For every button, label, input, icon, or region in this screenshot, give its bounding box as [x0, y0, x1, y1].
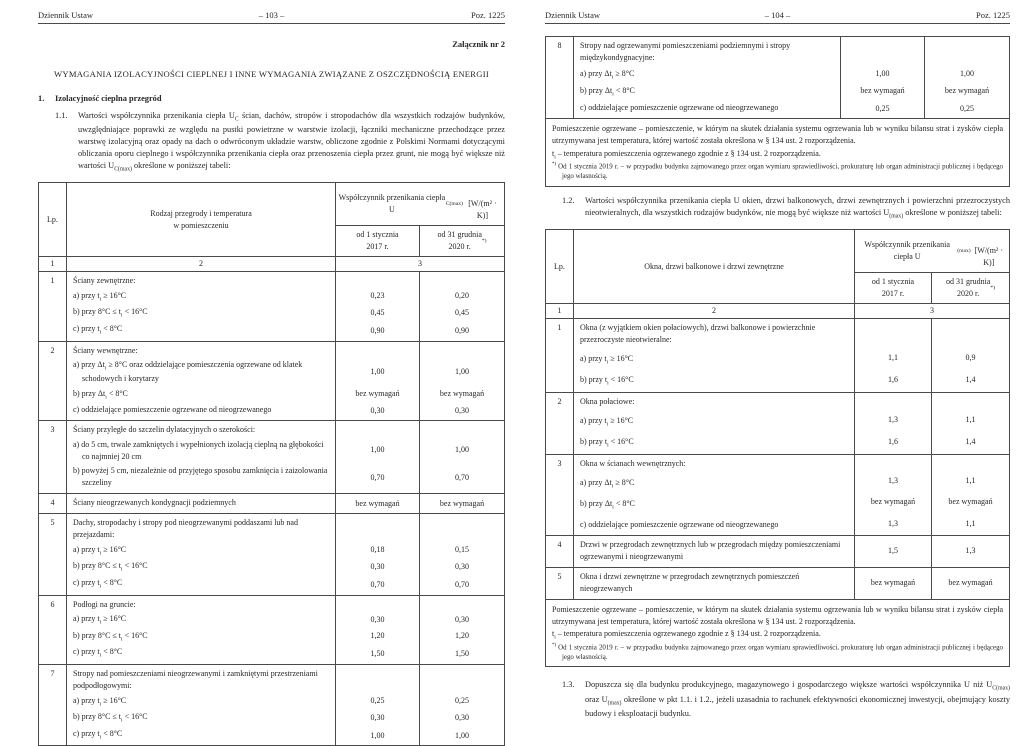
note-line: Pomieszczenie ogrzewane – pomieszczenie, w którym na skutek działania systemu ogrzewania lub w wyniku bilansu strat i zysków ciepła utrzymywana jest temperatura, której wartość została określona w § 134 ust. 2 rozporządzenia. [552, 124, 1003, 146]
value-2020-cell: 0,30 [455, 614, 469, 624]
value-2017-cell [855, 393, 932, 409]
attachment-label: Załącznik nr 2 [452, 39, 505, 49]
value-2017-cell: 1,00 [336, 358, 420, 386]
footnote-2019: *) Od 1 stycznia 2019 r. – w przypadku budynku zajmowanego przez organ wymiaru sprawiedliwości, prokuraturę lub organ administracji publicznej i będącego jego własnością. [552, 162, 1003, 181]
value-2017-cell [336, 421, 420, 437]
row-text-cell: b) przy $\Delta t_i < 8^\circ C$ [574, 82, 841, 99]
value-2017-cell: 0,70 [336, 575, 420, 594]
value-2017-cell: 1,00 [336, 437, 420, 464]
row-number-cell: 5 [39, 514, 67, 594]
row-text-cell: Podłogi na gruncie: [67, 596, 336, 612]
table-row [39, 271, 504, 340]
section-number: 1. [38, 94, 45, 103]
value-2020-cell: 1,50 [455, 649, 469, 659]
table-row [39, 513, 504, 594]
value-2020-cell: bez wymagań [439, 498, 485, 508]
row-text-cell: a) do 5 cm, trwale zamkniętych i wypełnionych izolacją cieplną na głębokości co najmniej 20 cm [67, 437, 336, 464]
value-2017-cell [336, 342, 420, 358]
value-2020-cell: 1,00 [455, 366, 469, 376]
value-2020-cell: bez wymagań [948, 497, 993, 507]
row-text-cell: c) przy $t_i < 8^\circ C$ [67, 726, 336, 745]
value-2017-cell: 0,18 [336, 542, 420, 558]
value-2017-cell: 1,50 [336, 645, 420, 664]
row-text-cell: a) przy $\Delta t_i \ge 8^\circ C$ [574, 471, 855, 492]
value-2020-cell: bez wymagań [948, 578, 993, 588]
value-2017-cell: bez wymagań [841, 82, 925, 99]
row-text-cell: b) przy $\Delta t_i < 8^\circ C$ [574, 492, 855, 513]
lp-header-cell: Lp. [39, 183, 67, 256]
column-number-cell: 3 [418, 259, 422, 269]
row-text-cell: a) przy $t_i \ge 16^\circ C$ [574, 347, 855, 368]
column-number-cell: 2 [574, 304, 855, 318]
date-col-2017-cell: od 1 stycznia 2017 r. [855, 273, 932, 303]
table-notes [546, 599, 1009, 667]
value-2017-cell: 1,00 [841, 65, 925, 82]
value-2017-cell [841, 37, 925, 65]
value-2017-cell [336, 272, 420, 288]
page-104 [512, 0, 1024, 718]
value-2020-cell [420, 421, 504, 437]
column-number-cell: 1 [39, 257, 67, 271]
row-text-cell: c) przy $t_i < 8^\circ C$ [67, 645, 336, 664]
row-number-cell: 2 [546, 393, 574, 454]
row-number-cell: 3 [39, 421, 67, 493]
value-2017-cell: 1,20 [336, 628, 420, 644]
row-text-cell: Ściany zewnętrzne: [67, 272, 336, 288]
table-row [39, 664, 504, 745]
row-text-cell: c) oddzielające pomieszczenie ogrzewane od nieogrzewanego [67, 403, 336, 421]
position-number: Poz. 1225 [471, 10, 505, 20]
row-number-cell: 1 [546, 319, 574, 392]
value-2017-cell: 0,70 [336, 464, 420, 494]
value-2020-cell: 0,30 [455, 561, 469, 571]
section-title: Izolacyjność cieplna przegród [55, 94, 162, 103]
row-text-cell: a) przy $t_i \ge 16^\circ C$ [67, 542, 336, 558]
row-text-cell: c) przy $t_i < 8^\circ C$ [67, 321, 336, 340]
footnote-2019: *) Od 1 stycznia 2019 r. – w przypadku budynku zajmowanego przez organ wymiaru sprawiedliwości, prokuraturę lub organ administracji publicznej i będącego jego własnością. [552, 642, 1003, 661]
value-2017-cell: 0,23 [336, 288, 420, 304]
desc-header-cell: Rodzaj przegrody i temperatura w pomieszczeniu [67, 183, 336, 256]
value-2020-cell [420, 514, 504, 542]
value-2020-cell: 0,25 [455, 696, 469, 706]
paragraph-text: Wartości współczynnika przenikania ciepła $U_C$ ścian, dachów, stropów i stropodachów dla wszystkich rodzajów budynków, uwzględniające poprawki ze względu na pustki powietrzne w warstwie izolacji, łączniki mechaniczne przechodzące przez warstwę izolacyjną oraz opady na dach o odwróconym układzie warstw, obliczone zgodnie z Polskimi Normami dotyczącymi obliczania oporu cieplnego i współczynnika przenikania ciepła oraz przenoszenia ciepła przez grunt, nie mogą być większe niż wartości $U_{C(max)}$ określone w poniższej tabeli: [78, 111, 506, 173]
table-row [39, 493, 504, 513]
row-text-cell: b) powyżej 5 cm, niezależnie od przyjętego sposobu zamknięcia i zaizolowania szczeliny [67, 464, 336, 494]
row-text-cell: Ściany przyległe do szczelin dylatacyjnych o szerokości: [67, 421, 336, 437]
row-number-cell: 8 [546, 37, 574, 118]
value-2020-cell: 0,45 [455, 307, 469, 317]
column-number-cell: 2 [67, 257, 336, 271]
value-2020-cell [932, 393, 1009, 409]
value-2020-cell [420, 665, 504, 693]
row-text-cell: Dachy, stropodachy i stropy pod nieogrzewanymi poddaszami lub nad przejazdami: [67, 514, 336, 542]
journal-name: Dziennik Ustaw [38, 10, 94, 20]
value-2020-cell: 1,1 [965, 518, 976, 528]
value-2020-cell [420, 272, 504, 288]
value-2017-cell: bez wymagań [336, 386, 420, 402]
value-2017-cell: 1,3 [855, 409, 932, 430]
row-text-cell: Ściany nieogrzewanych kondygnacji podziemnych [67, 494, 336, 513]
row-text-cell: a) przy $\Delta t_i \ge 8^\circ C$ oraz oddzielające pomieszczenia ogrzewane od klatek schodowych i korytarzy [67, 358, 336, 386]
desc-header-cell: Okna, drzwi balkonowe i drzwi zewnętrzne [574, 230, 855, 303]
value-2017-cell: 0,30 [336, 403, 420, 421]
paragraph-number: 1.1. [55, 111, 68, 120]
value-2017-cell: 1,3 [855, 513, 932, 535]
paragraph-1-1 [55, 110, 505, 174]
value-2017-cell: 0,30 [336, 612, 420, 628]
value-2020-cell [925, 37, 1009, 65]
table-row [546, 535, 1009, 567]
value-2017-cell: 1,3 [855, 471, 932, 492]
column-number-cell: 1 [546, 304, 574, 318]
page-header [545, 10, 1010, 24]
row-number-cell: 3 [546, 455, 574, 535]
value-2020-cell: 0,15 [455, 545, 469, 555]
document-title: WYMAGANIA IZOLACYJNOŚCI CIEPLNEJ I INNE WYMAGANIA ZWIĄZANE Z OSZCZĘDNOŚCIĄ ENERGII [54, 69, 489, 79]
date-col-2020-cell: od 31 grudnia 2020 r. *) [945, 277, 996, 299]
value-2017-cell: 1,1 [855, 347, 932, 368]
table-notes [546, 118, 1009, 186]
row-number-cell: 1 [39, 272, 67, 340]
paragraph-text: Wartości współczynnika przenikania ciepła U okien, drzwi balkonowych, drzwi zewnętrznych i powierzchni przezroczystych nieotwieralnych, dla wszystkich rodzajów budynków, nie mogą być większe niż wartości $U_{(max)}$ określone w poniższej tabeli: [585, 195, 1010, 220]
table-header-row [39, 183, 504, 256]
row-text-cell: c) oddzielające pomieszczenie ogrzewane od nieogrzewanego [574, 513, 855, 535]
position-number: Poz. 1225 [976, 10, 1010, 20]
value-2020-cell [420, 342, 504, 358]
row-text-cell: Okna i drzwi zewnętrzne w przegrodach zewnętrznych pomieszczeń nieogrzewanych [574, 568, 855, 599]
row-text-cell: b) przy $\Delta t_i < 8^\circ C$ [67, 386, 336, 402]
value-2017-cell: bez wymagań [855, 568, 932, 599]
value-2020-cell: 0,70 [455, 579, 469, 589]
value-2020-cell: bez wymagań [439, 389, 485, 399]
value-2020-cell: 1,4 [965, 375, 976, 385]
row-number-cell: 4 [546, 536, 574, 567]
value-2020-cell: 1,4 [965, 437, 976, 446]
value-2020-cell [932, 319, 1009, 347]
page-number: – 103 – [258, 10, 285, 20]
paragraph-number: 1.3. [562, 680, 575, 690]
value-2020-cell: 0,70 [455, 473, 469, 483]
row-text-cell: Okna (z wyjątkiem okien połaciowych), drzwi balkonowe i powierzchnie przezroczyste nieotwieralne: [574, 319, 855, 347]
paragraph-number: 1.2. [562, 195, 575, 205]
column-numbers-row [546, 303, 1009, 318]
row-text-cell: Okna w ścianach wewnętrznych: [574, 455, 855, 471]
note-line: $t_i$ – temperatura pomieszczenia ogrzewanego zgodnie z § 134 ust. 2 rozporządzenia. [552, 629, 821, 641]
row-number-cell: 2 [39, 342, 67, 420]
value-2017-cell: 0,45 [336, 305, 420, 321]
row-text-cell: b) przy $8^\circ C \le t_i < 16^\circ C$ [67, 305, 336, 321]
value-2017-cell [336, 514, 420, 542]
value-2020-cell: 1,3 [965, 546, 976, 556]
u-coefficient-header-cell: Współczynnik przenikania ciepła U C(max) [W/(m² · K)] [336, 183, 504, 226]
row-text-cell: a) przy $t_i \ge 16^\circ C$ [67, 693, 336, 709]
value-2017-cell: bez wymagań [855, 492, 932, 513]
row-number-cell: 6 [39, 596, 67, 664]
row-text-cell: Stropy nad ogrzewanymi pomieszczeniami podziemnymi i stropy międzykondygnacyjne: [574, 37, 841, 65]
row-text-cell: b) przy $8^\circ C \le t_i < 16^\circ C$ [67, 559, 336, 575]
value-2017-cell [855, 455, 932, 471]
value-2017-cell: 0,30 [336, 710, 420, 726]
row-text-cell: b) przy $8^\circ C \le t_i < 16^\circ C$ [67, 710, 336, 726]
paragraph-text: Dopuszcza się dla budynku produkcyjnego, magazynowego i gospodarczego większe wartości współczynnika U niż $U_{C(max)}$ oraz $U_{(max)}$ określone w pkt 1.1. i 1.2., jeżeli uzasadnia to rachunek efektywności ekonomicznej inwestycji, obejmujący koszty budowy i eksploatacji budynku. [585, 680, 1010, 718]
value-2017-cell [855, 319, 932, 347]
row-text-cell: Stropy nad pomieszczeniami nieogrzewanymi i zamkniętymi przestrzeniami podpodłogowymi: [67, 665, 336, 693]
table-row [546, 392, 1009, 454]
value-2020-cell: 1,20 [455, 631, 469, 641]
row-number-cell: 4 [39, 494, 67, 513]
value-2020-cell [932, 455, 1009, 471]
value-2017-cell [336, 665, 420, 693]
value-2020-cell [420, 596, 504, 612]
insulation-table-walls-continuation [545, 36, 1010, 187]
value-2020-cell: 0,25 [960, 104, 974, 114]
value-2017-cell: 1,6 [855, 368, 932, 392]
table-row [546, 454, 1009, 535]
row-text-cell: b) przy $t_i < 16^\circ C$ [574, 430, 855, 454]
table-row [39, 595, 504, 664]
u-coefficient-header-cell: Współczynnik przenikania ciepła U (max) [W/(m² · K)] [855, 230, 1009, 273]
value-2020-cell: 0,30 [455, 406, 469, 416]
row-text-cell: Okna połaciowe: [574, 393, 855, 409]
value-2017-cell: 1,5 [855, 536, 932, 567]
value-2020-cell: 1,00 [455, 445, 469, 455]
row-text-cell: Ściany wewnętrzne: [67, 342, 336, 358]
page-103 [0, 0, 512, 741]
row-text-cell: a) przy $\Delta t_i \ge 8^\circ C$ [574, 65, 841, 82]
value-2017-cell: bez wymagań [336, 494, 420, 513]
page-number: – 104 – [764, 10, 791, 20]
column-numbers-row [39, 256, 504, 271]
value-2017-cell: 1,6 [855, 430, 932, 454]
insulation-table-walls [38, 182, 505, 746]
value-2020-cell: 0,20 [455, 291, 469, 301]
value-2017-cell: 0,25 [841, 100, 925, 119]
value-2017-cell: 0,25 [336, 693, 420, 709]
note-line: $t_i$ – temperatura pomieszczenia ogrzewanego zgodnie z § 134 ust. 2 rozporządzenia. [552, 148, 821, 161]
value-2017-cell [336, 596, 420, 612]
row-text-cell: a) przy $t_i \ge 16^\circ C$ [67, 612, 336, 628]
row-text-cell: c) przy $t_i < 8^\circ C$ [67, 575, 336, 594]
value-2017-cell: 1,00 [336, 726, 420, 745]
value-2017-cell: 0,90 [336, 321, 420, 340]
value-2020-cell: bez wymagań [944, 86, 990, 96]
paragraph-1-3 [562, 679, 1010, 719]
date-col-2017-cell: od 1 stycznia 2017 r. [336, 226, 420, 256]
page-header [38, 10, 505, 24]
value-2020-cell: 0,9 [965, 352, 976, 362]
row-text-cell: b) przy $8^\circ C \le t_i < 16^\circ C$ [67, 628, 336, 644]
row-text-cell: c) oddzielające pomieszczenie ogrzewane od nieogrzewanego [574, 100, 841, 119]
value-2020-cell: 1,00 [960, 68, 974, 78]
row-text-cell: Drzwi w przegrodach zewnętrznych lub w przegrodach między pomieszczeniami ogrzewanymi i nieogrzewanymi [574, 536, 855, 567]
value-2017-cell: 0,30 [336, 559, 420, 575]
table-header-row [546, 230, 1009, 303]
value-2020-cell: 1,1 [965, 414, 976, 424]
table-row [546, 37, 1009, 118]
insulation-table-windows-doors [545, 229, 1010, 667]
row-number-cell: 7 [39, 665, 67, 745]
date-col-2020-cell: od 31 grudnia 2020 r. *) [437, 230, 487, 252]
row-text-cell: b) przy $t_i < 16^\circ C$ [574, 368, 855, 392]
value-2020-cell: 0,90 [455, 325, 469, 335]
column-number-cell: 3 [930, 306, 934, 316]
section-heading [38, 94, 505, 103]
paragraph-1-2 [562, 195, 1010, 221]
note-line: Pomieszczenie ogrzewane – pomieszczenie, w którym na skutek działania systemu ogrzewania lub w wyniku bilansu strat i zysków ciepła utrzymywana jest temperatura, której wartość została określona w § 134 ust. 2 rozporządzenia. [552, 604, 1003, 626]
table-row [546, 567, 1009, 599]
row-text-cell: a) przy $t_i \ge 16^\circ C$ [67, 288, 336, 304]
journal-name: Dziennik Ustaw [545, 10, 601, 20]
row-text-cell: a) przy $t_i \ge 16^\circ C$ [574, 409, 855, 430]
value-2020-cell: 0,30 [455, 712, 469, 722]
table-row [546, 318, 1009, 392]
row-number-cell: 5 [546, 568, 574, 599]
lp-header-cell: Lp. [546, 230, 574, 303]
table-row [39, 420, 504, 493]
value-2020-cell: 1,1 [965, 476, 976, 486]
table-row [39, 341, 504, 420]
value-2020-cell: 1,00 [455, 730, 469, 740]
